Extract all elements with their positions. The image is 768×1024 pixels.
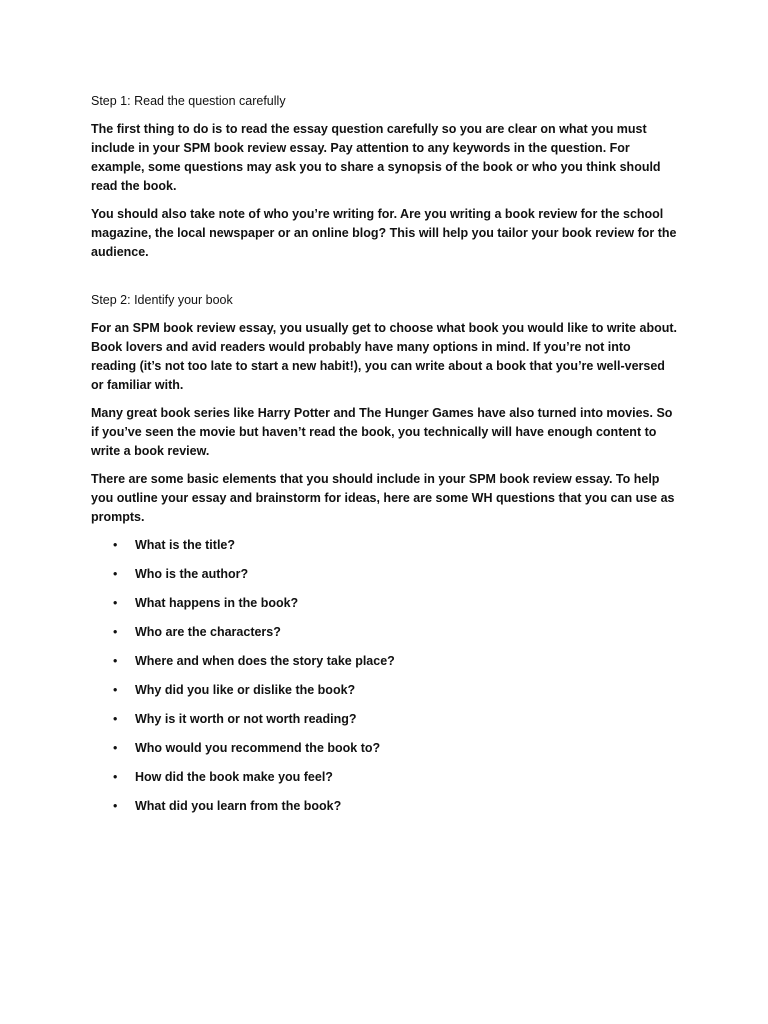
- list-item-text: Who are the characters?: [135, 625, 281, 639]
- step-1-paragraph-2: You should also take note of who you’re writing for. Are you writing a book review for the school magazine, the local newspaper or an online blog? This will help you tailor your book review for the audience.: [91, 207, 677, 259]
- list-item: [91, 768, 678, 787]
- list-item-text: Why is it worth or not worth reading?: [135, 712, 357, 726]
- step-2-paragraph-1: For an SPM book review essay, you usually get to choose what book you would like to write about. Book lovers and avid readers would probably have many options in mind. If you’re not into reading (it’s not too late to start a new habit!), you can write about a book that you’re well-versed or familiar with.: [91, 321, 677, 392]
- bullet-icon: •: [113, 596, 118, 610]
- list-item: [91, 710, 678, 729]
- step-1-heading: Step 1: Read the question carefully: [91, 94, 286, 108]
- section-step-1: [91, 92, 678, 262]
- bullet-icon: •: [113, 770, 118, 784]
- bullet-icon: •: [113, 654, 118, 668]
- step-1-paragraph-1: The first thing to do is to read the essay question carefully so you are clear on what you must include in your SPM book review essay. Pay attention to any keywords in the question. For example, some questions may ask you to share a synopsis of the book or who you think should read the book.: [91, 122, 661, 193]
- step-2-heading: Step 2: Identify your book: [91, 293, 233, 307]
- bullet-icon: •: [113, 538, 118, 552]
- list-item: [91, 739, 678, 758]
- list-item: [91, 623, 678, 642]
- bullet-icon: •: [113, 741, 118, 755]
- list-item-text: What is the title?: [135, 538, 235, 552]
- list-item-text: Who is the author?: [135, 567, 249, 581]
- bullet-icon: •: [113, 625, 118, 639]
- bullet-icon: •: [113, 683, 118, 697]
- bullet-icon: •: [113, 567, 118, 581]
- step-2-paragraph-3: There are some basic elements that you should include in your SPM book review essay. To help you outline your essay and brainstorm for ideas, here are some WH questions that you can use as prompts.: [91, 472, 675, 524]
- list-item: [91, 565, 678, 584]
- list-item-text: Why did you like or dislike the book?: [135, 683, 356, 697]
- list-item: [91, 594, 678, 613]
- wh-questions-list: [91, 536, 678, 816]
- bullet-icon: •: [113, 712, 118, 726]
- section-spacer: [91, 262, 678, 291]
- list-item: [91, 652, 678, 671]
- list-item: [91, 536, 678, 555]
- list-item: [91, 797, 678, 816]
- section-step-2: [91, 291, 678, 816]
- list-item-text: Who would you recommend the book to?: [135, 741, 381, 755]
- bullet-icon: •: [113, 799, 118, 813]
- list-item-text: How did the book make you feel?: [135, 770, 333, 784]
- list-item-text: Where and when does the story take place?: [135, 654, 395, 668]
- list-item-text: What did you learn from the book?: [135, 799, 342, 813]
- list-item: [91, 681, 678, 700]
- step-2-paragraph-2: Many great book series like Harry Potter and The Hunger Games have also turned into movies. So if you’ve seen the movie but haven’t read the book, you technically will have enough content to write a book review.: [91, 406, 673, 458]
- list-item-text: What happens in the book?: [135, 596, 299, 610]
